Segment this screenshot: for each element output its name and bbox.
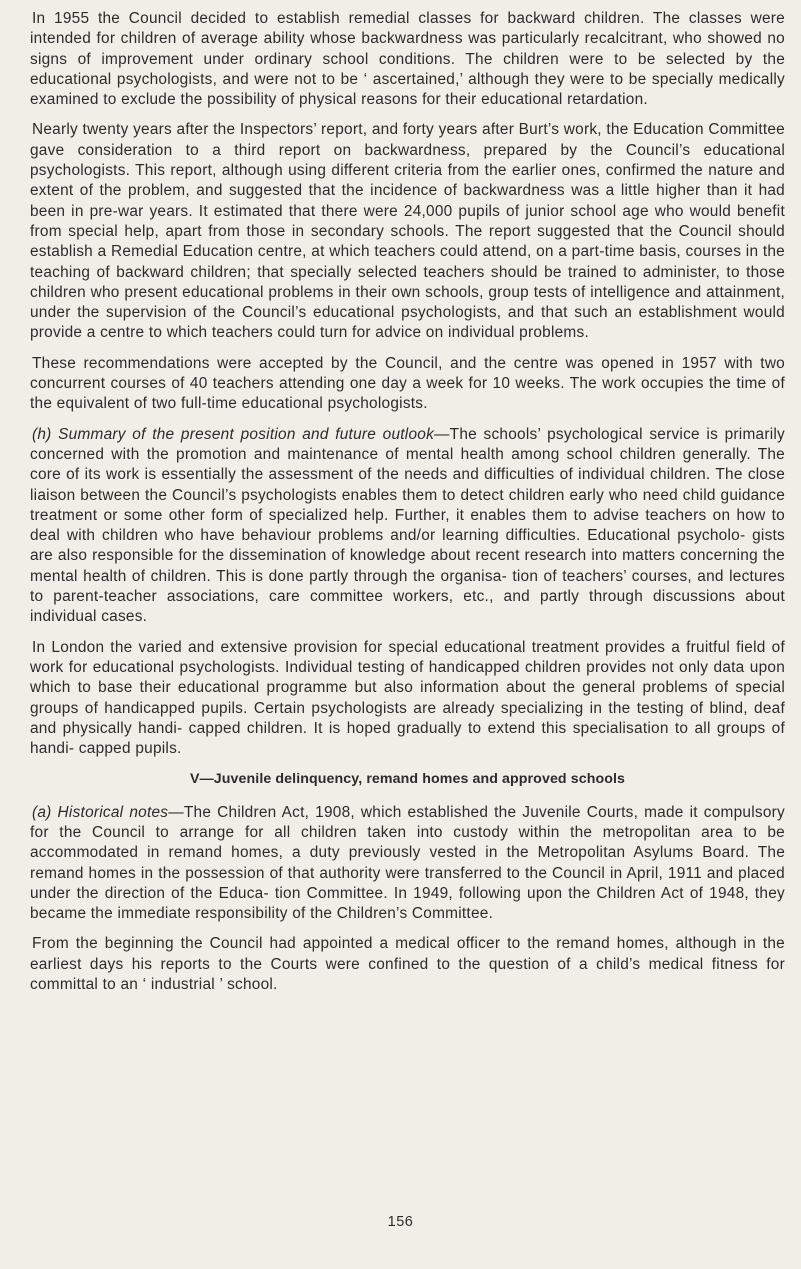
paragraph-recommendations: These recommendations were accepted by the Council, and the centre was opened in 1957 with two concurrent courses of 40 teachers attending one day a week for 10 weeks. The work occupies the time of the equivalent of two full-time educational psychologists. (30, 354, 785, 413)
paragraph-summary-outlook (30, 425, 785, 628)
paragraph-special-provision: In London the varied and extensive provision for special educational treatment provides a fruitful field of work for educational psychologists. Individual testing of handicapped children provides not only data upon which to base their educational programme but also information about the general problems of special groups of handicapped pupils. Certain psychologists are already specializing in the testing of blind, deaf and physically handi- capped children. It is hoped gradually to extend this specialisation to all groups of handi- capped pupils. (30, 638, 785, 758)
summary-outlook-text: —The schools’ psychological service is primarily concerned with the promotion and maintenance of mental health among school children generally. The core of its work is essentially the assessment of the needs and difficulties of individual children. The close liaison between the Council’s psychologists enables them to detect children early who need child guidance treatment or some other form of specialized help. Further, it enables them to advise teachers on how to deal with children who have behaviour problems and/or learning difficulties. Educational psycholo- gists are also responsible for the dissemination of knowledge about recent research into matters concerning the mental health of children. This is done partly through the organisa- tion of teachers’ courses, and lectures to parent-teacher associations, care committee workers, etc., and partly through discussions about individual cases. (30, 425, 785, 626)
historical-notes-label: (a) Historical notes (32, 803, 169, 821)
paragraph-third-report: Nearly twenty years after the Inspectors’ report, and forty years after Burt’s work, the Education Committee gave consideration to a third report on backwardness, prepared by the Council’s educational psychologists. This report, although using different criteria from the earlier ones, confirmed the nature and extent of the problem, and suggested that the incidence of backwardness was a little higher than it had been in pre-war years. It estimated that there were 24,000 pupils of junior school age who would benefit from special help, apart from those in secondary schools. The report suggested that the Council should establish a Remedial Education centre, at which teachers could attend, on a part-time basis, courses in the teaching of backward children; that specially selected teachers should be trained to administer, to those children who present educational problems in their own schools, group tests of intelligence and attainment, under the supervision of the Council’s educational psychologists, and that such an establishment would provide a centre to which teachers could turn for advice on individual problems. (30, 121, 785, 342)
section-heading: V—Juvenile delinquency, remand homes and approved schools (189, 771, 626, 788)
summary-outlook-label: (h) Summary of the present position and future outlook (32, 425, 435, 443)
paragraph-historical-notes (30, 803, 785, 925)
historical-notes-text: —The Children Act, 1908, which established the Juvenile Courts, made it compulsory for the Council to arrange for all children taken into custody within the metropolitan area to be accommodated in remand homes, a duty previously vested in the Metropolitan Asylums Board. The remand homes in the possession of that authority were transferred to the Council in April, 1911 and placed under the direction of the Educa- tion Committee. In 1949, following upon the Children Act of 1948, they became the immediate responsibility of the Children’s Committee. (30, 803, 785, 923)
paragraph-medical-officer: From the beginning the Council had appointed a medical officer to the remand homes, although in the earliest days his reports to the Courts were confined to the question of a child’s medical fitness for committal to an ‘ industrial ’ school. (30, 935, 785, 994)
paragraph-remedial-classes: In 1955 the Council decided to establish remedial classes for backward children. The classes were intended for children of average ability whose backwardness was particularly recalcitrant, who showed no signs of improvement under ordinary school conditions. The children were to be selected by the educational psychologists, and were not to be ‘ ascertained,’ although they were to be specially medically examined to exclude the possibility of physical reasons for their educational retardation. (30, 10, 785, 109)
page-number: 156 (387, 1214, 414, 1230)
